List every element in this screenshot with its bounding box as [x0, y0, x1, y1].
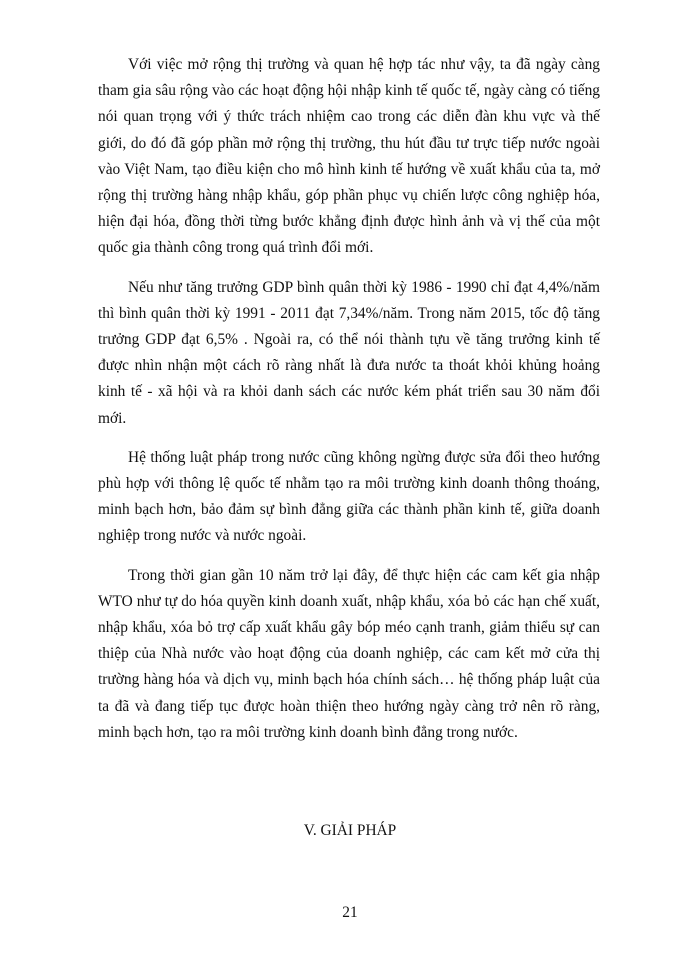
paragraph: Với việc mở rộng thị trường và quan hệ hợp tác như vậy, ta đã ngày càng tham gia sâu rộng vào các hoạt động hội nhập kinh tế quốc tế, ngày càng có tiếng nói quan trọng với ý thức trách nhiệm cao trong các diễn đàn khu vực và thế giới, do đó đã góp phần mở rộng thị trường, thu hút đầu tư trực tiếp nước ngoài vào Việt Nam, tạo điều kiện cho mô hình kinh tế hướng về xuất khẩu của ta, mở rộng thị trường hàng nhập khẩu, góp phần phục vụ chiến lược công nghiệp hóa, hiện đại hóa, đồng thời từng bước khẳng định được hình ảnh và vị thế của một quốc gia thành công trong quá trình đổi mới.	[98, 56, 600, 257]
paragraph: Hệ thống luật pháp trong nước cũng không ngừng được sửa đổi theo hướng phù hợp với thông lệ quốc tế nhằm tạo ra môi trường kinh doanh thông thoáng, minh bạch hơn, bảo đảm sự bình đẳng giữa các thành phần kinh tế, giữa doanh nghiệp trong nước và nước ngoài.	[98, 448, 600, 545]
body-text	[98, 52, 600, 759]
paragraph: Trong thời gian gần 10 năm trở lại đây, để thực hiện các cam kết gia nhập WTO như tự do hóa quyền kinh doanh xuất, nhập khẩu, xóa bỏ các hạn chế xuất, nhập khẩu, xóa bỏ trợ cấp xuất khẩu gây bóp méo cạnh tranh, giảm thiểu sự can thiệp của Nhà nước vào hoạt động của doanh nghiệp, các cam kết mở cửa thị trường hàng hóa và dịch vụ, minh bạch hóa chính sách… hệ thống pháp luật của ta đã và đang tiếp tục được hoàn thiện theo hướng ngày càng trở nên rõ ràng, minh bạch hơn, tạo ra môi trường kinh doanh bình đẳng trong nước.	[98, 566, 600, 741]
section-heading: V. GIẢI PHÁP	[303, 822, 397, 839]
page-number: 21	[342, 904, 358, 921]
paragraph: Nếu như tăng trưởng GDP bình quân thời kỳ 1986 - 1990 chỉ đạt 4,4%/năm thì bình quân thời kỳ 1991 - 2011 đạt 7,34%/năm. Trong năm 2015, tốc độ tăng trưởng GDP đạt 6,5% . Ngoài ra, có thể nói thành tựu về tăng trưởng kinh tế được nhìn nhận một cách rõ ràng nhất là đưa nước ta thoát khỏi khủng hoảng kinh tế - xã hội và ra khỏi danh sách các nước kém phát triển sau 30 năm đổi mới.	[98, 278, 600, 427]
